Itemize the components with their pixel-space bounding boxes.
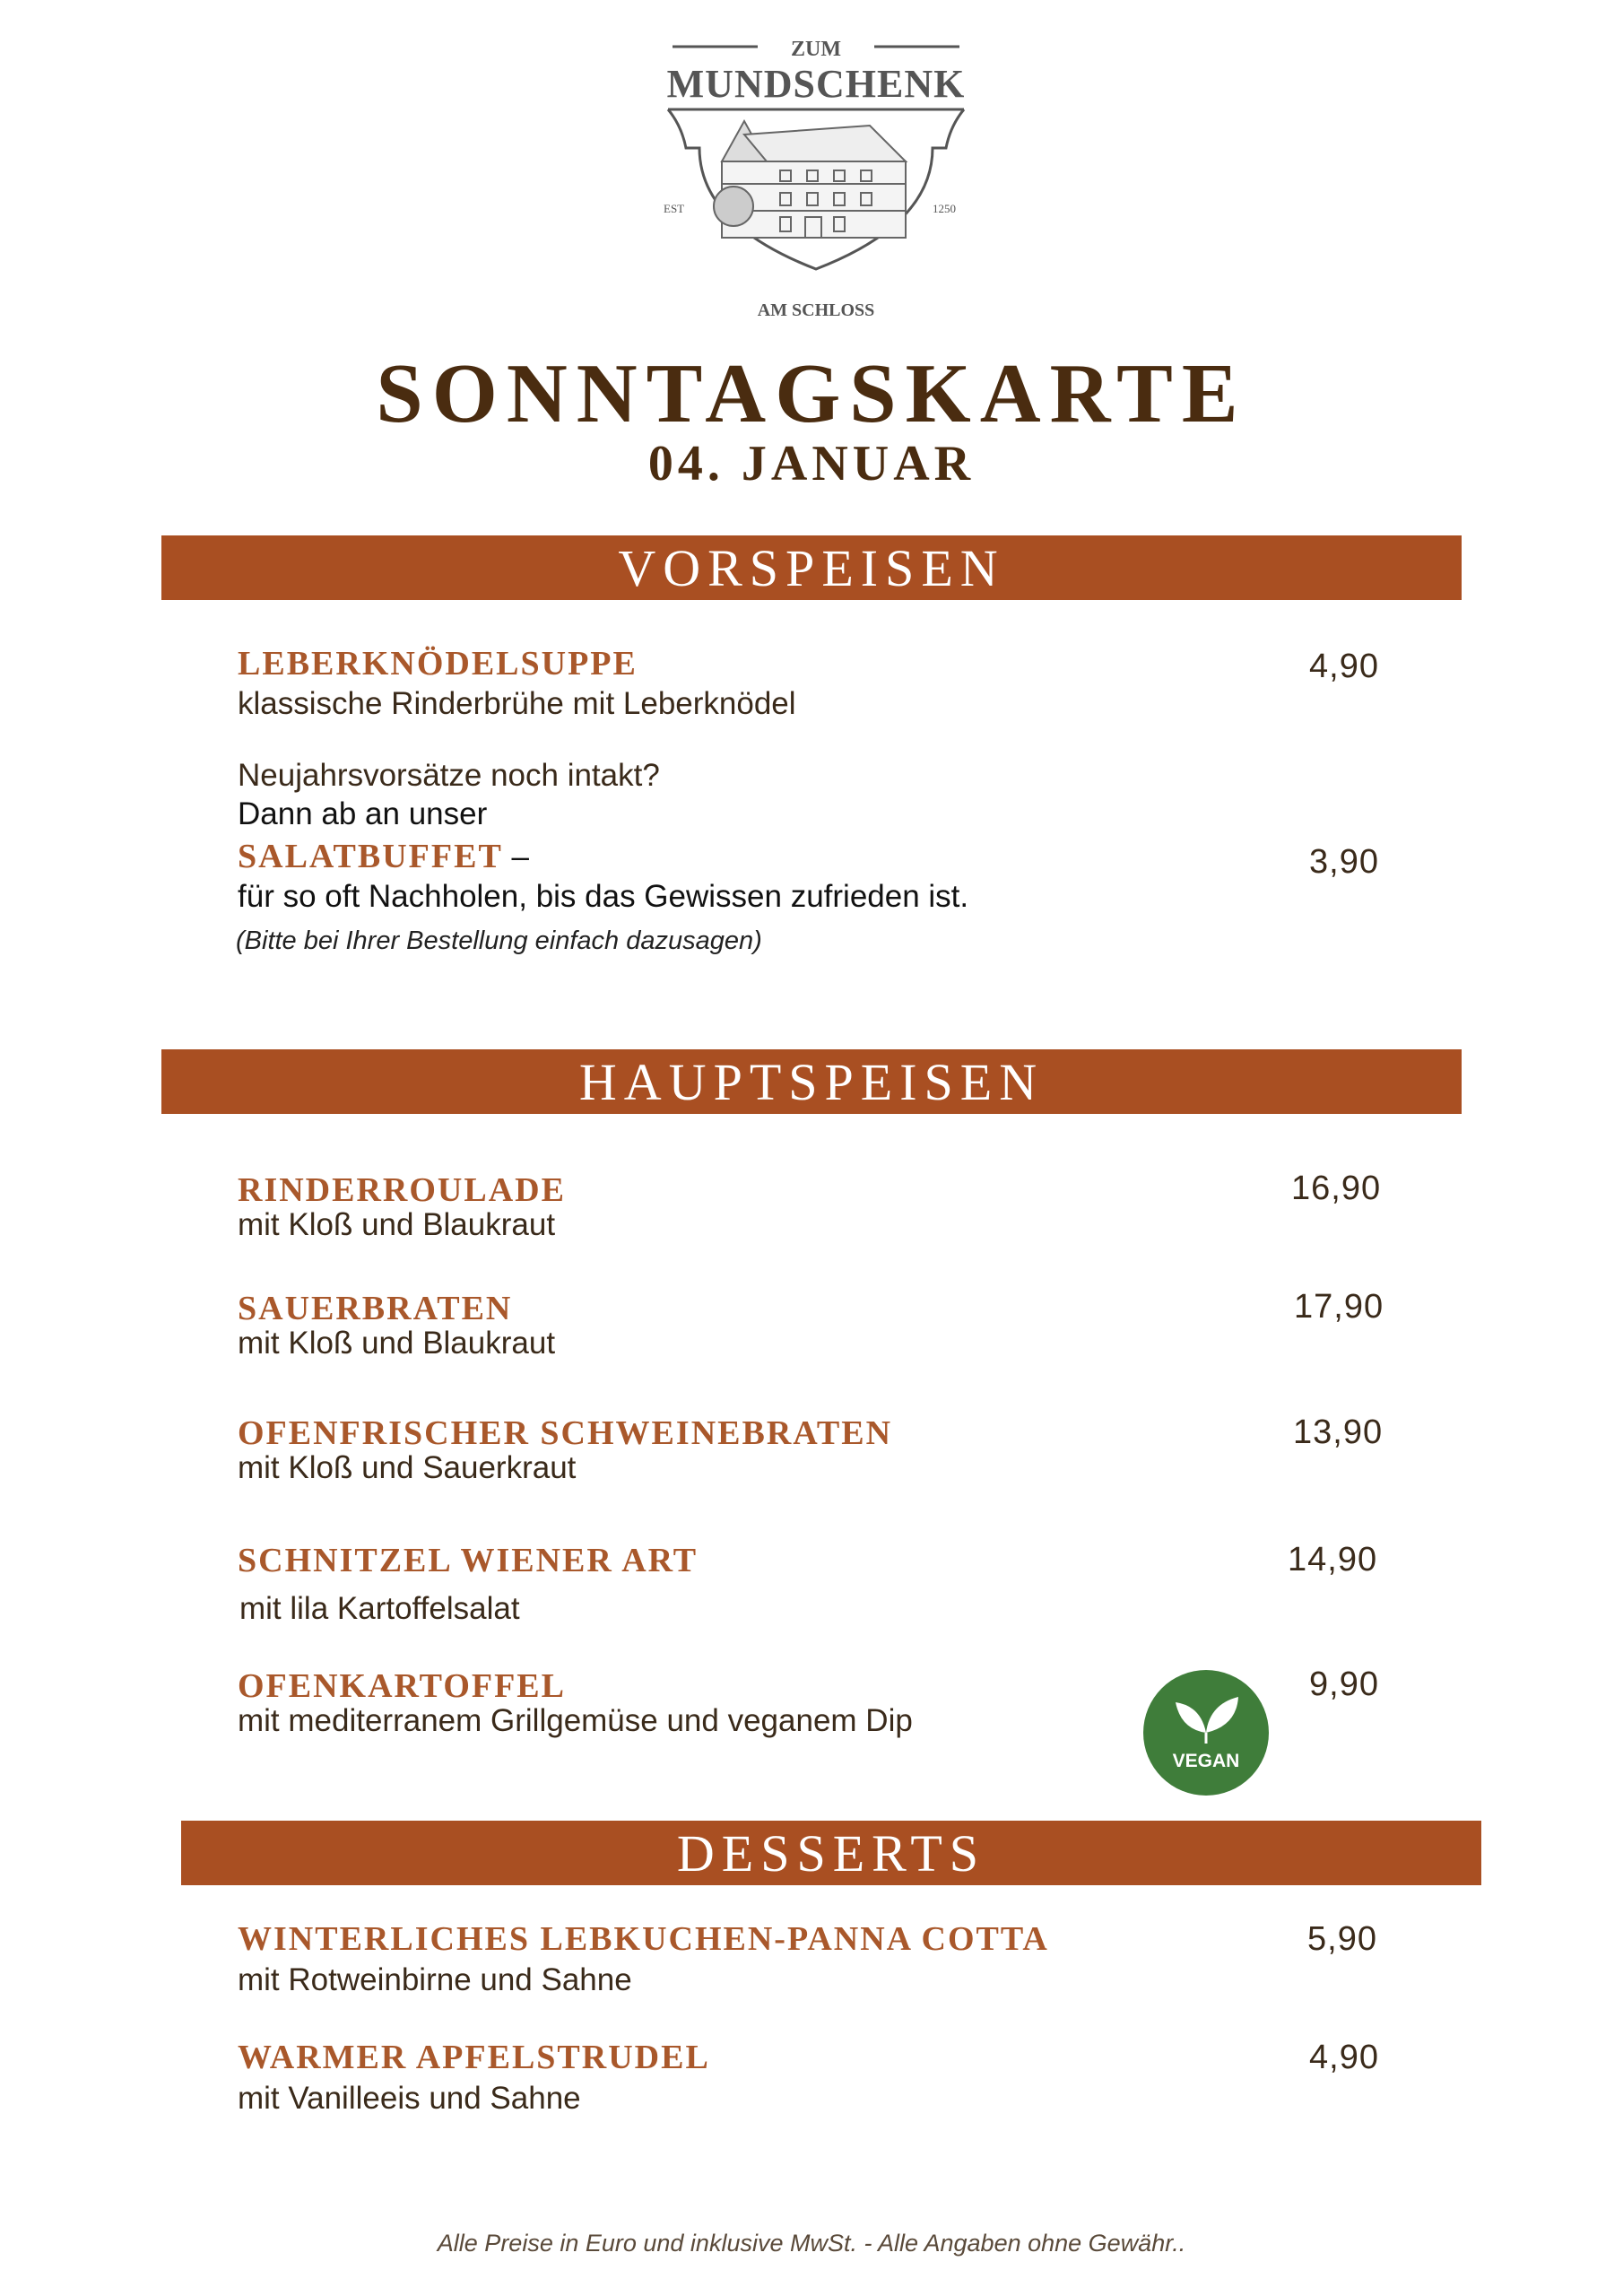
item-price: 3,90 — [1309, 843, 1379, 881]
salad-dash: – — [502, 839, 529, 874]
logo-est-label: EST — [664, 202, 685, 215]
vegan-badge — [1143, 1670, 1269, 1796]
item-name: SALATBUFFET — [238, 838, 503, 875]
logo-est-year: 1250 — [933, 202, 956, 215]
item-price: 9,90 — [1309, 1665, 1379, 1703]
item-name: RINDERROULADE — [238, 1171, 566, 1209]
item-name: LEBERKNÖDELSUPPE — [238, 645, 638, 683]
item-name: OFENKARTOFFEL — [238, 1667, 566, 1705]
item-name: WINTERLICHES LEBKUCHEN-PANNA COTTA — [238, 1920, 1049, 1958]
item-desc: mit Kloß und Sauerkraut — [238, 1450, 577, 1485]
vegan-badge-label: VEGAN — [1172, 1751, 1240, 1771]
item-name: SCHNITZEL WIENER ART — [238, 1542, 699, 1579]
item-price: 13,90 — [1293, 1413, 1384, 1451]
item-price: 14,90 — [1288, 1541, 1378, 1578]
item-desc: mit lila Kartoffelsalat — [239, 1591, 520, 1626]
logo-name: MUNDSCHENK — [666, 62, 966, 106]
item-desc: mit Vanilleeis und Sahne — [238, 2081, 581, 2116]
item-desc: mit mediterranem Grillgemüse und veganem Dip — [238, 1703, 913, 1738]
restaurant-logo — [646, 27, 986, 332]
salad-title-line — [238, 837, 529, 876]
logo-top-text: ZUM — [791, 38, 841, 61]
section-header-desserts: DESSERTS — [181, 1821, 1481, 1885]
item-price: 4,90 — [1309, 2039, 1379, 2076]
item-desc: mit Rotweinbirne und Sahne — [238, 1962, 632, 1997]
item-name: SAUERBRATEN — [238, 1290, 513, 1327]
item-name: WARMER APFELSTRUDEL — [238, 2039, 710, 2076]
item-desc: klassische Rinderbrühe mit Leberknödel — [238, 686, 796, 721]
footer-note: Alle Preise in Euro und inklusive MwSt. - Alle Angaben ohne Gewähr.. — [437, 2230, 1186, 2257]
page-title: SONNTAGSKARTE — [376, 347, 1247, 440]
item-desc: mit Kloß und Blaukraut — [238, 1207, 556, 1242]
section-header-vorspeisen: VORSPEISEN — [161, 535, 1462, 600]
item-name: OFENFRISCHER SCHWEINEBRATEN — [238, 1414, 893, 1452]
item-price: 5,90 — [1307, 1920, 1377, 1958]
page-date: 04. JANUAR — [647, 436, 976, 491]
item-price: 4,90 — [1309, 648, 1379, 685]
salad-intro-line1: Neujahrsvorsätze noch intakt? — [238, 758, 660, 793]
salad-intro-line2: Dann ab an unser — [238, 796, 488, 831]
item-price: 16,90 — [1291, 1170, 1382, 1207]
item-desc: für so oft Nachholen, bis das Gewissen zufrieden ist. — [238, 879, 969, 914]
castle-building-icon — [714, 121, 906, 238]
logo-bottom-text: AM SCHLOSS — [757, 300, 875, 320]
section-header-hauptspeisen: HAUPTSPEISEN — [161, 1049, 1462, 1114]
item-price: 17,90 — [1294, 1288, 1384, 1326]
item-desc: mit Kloß und Blaukraut — [238, 1326, 556, 1361]
order-note: (Bitte bei Ihrer Bestellung einfach dazusagen) — [236, 926, 762, 955]
